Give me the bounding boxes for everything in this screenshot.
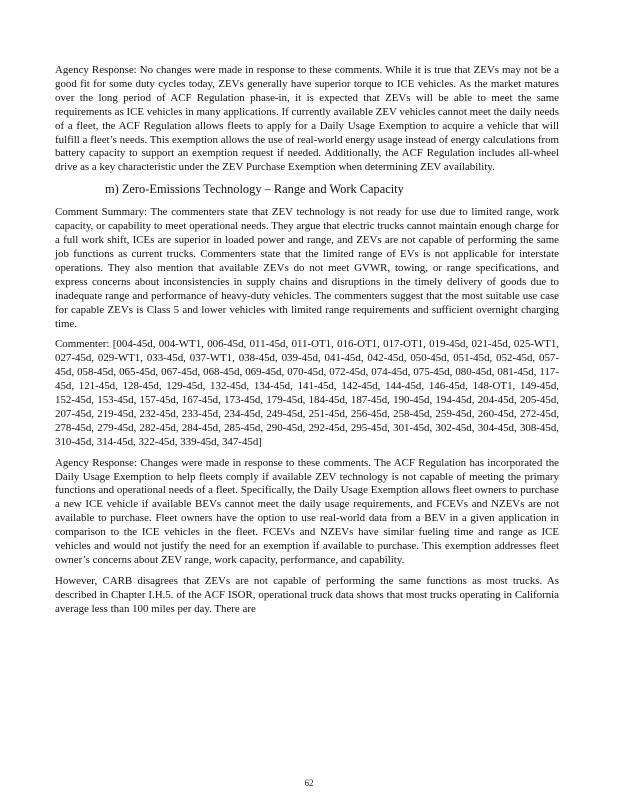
comment-summary-paragraph: Comment Summary: The commenters state that ZEV technology is not ready for use due to limited range, work capacity, or capability to meet operational needs. They argue that electric trucks cannot maintain enough charge for a full work shift, ICEs are superior in loaded power and range, and ZEVs are not capable of performing the same job functions as current trucks. Commenters state that the limited range of EVs is not applicable for interstate operations. They also mention that available ZEVs do not meet GVWR, towing, or range specifications, and express concerns about inconsistencies in supply chains and disruptions in the timely delivery of goods due to inadequate range and performance of heavy-duty vehicles. The commenters suggest that the most suitable use case for capable ZEVs is Class 5 and lower vehicles with limited range requirements and sufficient overnight charging time. xyxy=(55,206,559,330)
commenter-list-paragraph: Commenter: [004-45d, 004-WT1, 006-45d, 011-45d, 011-OT1, 016-OT1, 017-OT1, 019-45d, 021-45d, 025-WT1, 027-45d, 029-WT1, 033-45d, 037-WT1, 038-45d, 039-45d, 041-45d, 042-45d, 050-45d, 051-45d, 052-45d, 057-45d, 058-45d, 065-45d, 067-45d, 068-45d, 069-45d, 070-45d, 072-45d, 074-45d, 075-45d, 080-45d, 081-45d, 117-45d, 121-45d, 128-45d, 129-45d, 132-45d, 134-45d, 141-45d, 142-45d, 144-45d, 146-45d, 148-OT1, 149-45d, 152-45d, 153-45d, 157-45d, 167-45d, 173-45d, 179-45d, 184-45d, 187-45d, 190-45d, 194-45d, 204-45d, 205-45d, 207-45d, 219-45d, 232-45d, 233-45d, 234-45d, 249-45d, 251-45d, 256-45d, 258-45d, 259-45d, 260-45d, 272-45d, 278-45d, 279-45d, 282-45d, 284-45d, 285-45d, 290-45d, 292-45d, 295-45d, 301-45d, 302-45d, 304-45d, 308-45d, 310-45d, 314-45d, 322-45d, 339-45d, 347-45d] xyxy=(55,338,559,448)
agency-response-paragraph: Agency Response: No changes were made in response to these comments. While it is true that ZEVs may not be a good fit for some duty cycles today, ZEVs generally have superior torque to ICE vehicles. As the market matures over the long period of ACF Regulation phase-in, it is expected that ZEVs will be able to meet the same requirements as ICE vehicles in many applications. If currently available ZEV vehicles cannot meet the daily needs of a fleet, the ACF Regulation allows fleets to apply for a Daily Usage Exemption to acquire a vehicle that will fulfill a fleet’s needs. This exemption allows the use of real-world energy usage instead of energy calculations from battery capacity to support an exemption request if needed. Additionally, the ACF Regulation includes all-wheel drive as a key characteristic under the ZEV Purchase Exemption when determining ZEV availability. xyxy=(55,64,559,174)
however-paragraph: However, CARB disagrees that ZEVs are not capable of performing the same functions as most trucks. As described in Chapter I.H.5. of the ACF ISOR, operational truck data shows that most trucks operating in California average less than 100 miles per day. There are xyxy=(55,574,559,615)
page-number: 62 xyxy=(304,778,314,788)
agency-response-paragraph-2: Agency Response: Changes were made in response to these comments. The ACF Regulation has incorporated the Daily Usage Exemption to help fleets comply if available ZEV technology is not capable of meeting the primary functions and operational needs of a fleet. Specifically, the Daily Usage Exemption allows fleet owners to purchase a new ICE vehicle if available BEVs cannot meet the daily usage requirements, and FCEVs and NZEVs are not available to purchase. Fleet owners have the option to use real-world data from a BEV in a given application in comparison to the ICE vehicles in the fleet. FCEVs and NZEVs have similar fueling time and range as ICE vehicles and would not justify the need for an exemption if available to purchase. This exemption addresses fleet owner’s concerns about ZEV range, work capacity, performance, and capability. xyxy=(55,456,559,566)
page-content xyxy=(55,64,559,624)
section-heading: m) Zero-Emissions Technology – Range and Work Capacity xyxy=(105,182,404,197)
